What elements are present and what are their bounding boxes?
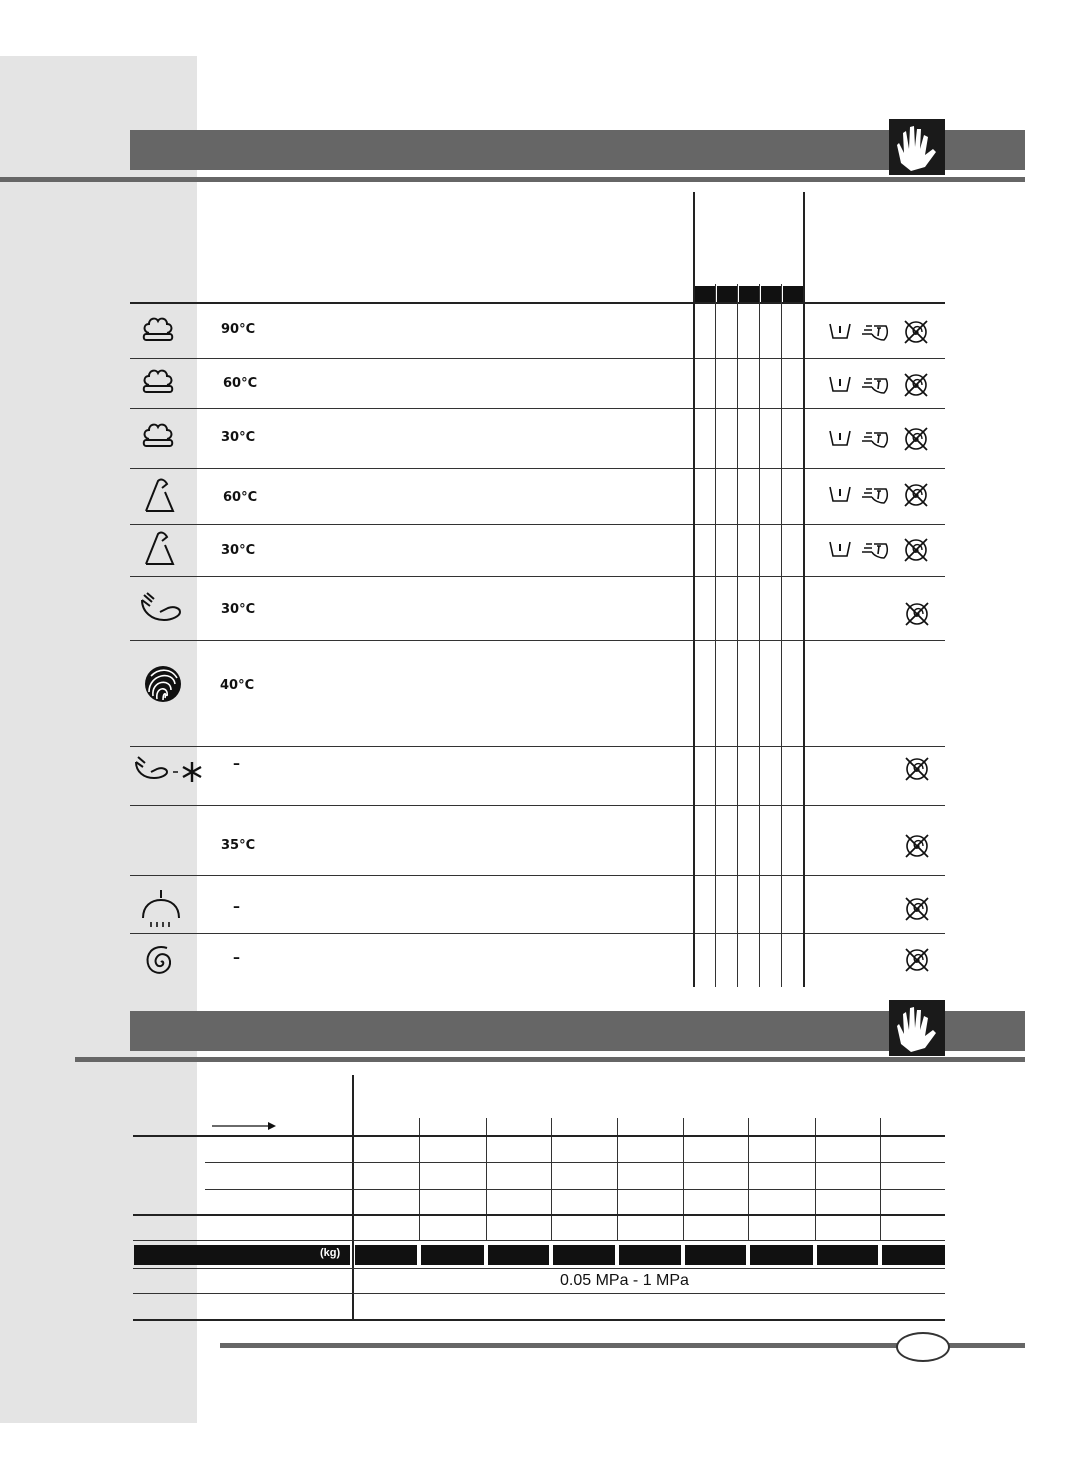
prewash-icon xyxy=(830,324,850,338)
option-icons-row xyxy=(826,481,936,511)
no-spin-icon xyxy=(905,539,927,561)
easy-iron-icon xyxy=(862,489,887,503)
capacity-cell xyxy=(817,1245,878,1265)
cotton-icon xyxy=(140,316,176,348)
option-icons-row xyxy=(826,318,936,348)
spec-row-rule xyxy=(133,1268,945,1269)
row-divider xyxy=(130,468,945,469)
column-divider xyxy=(781,284,782,987)
hand-icon xyxy=(889,1000,945,1056)
capacity-unit-label: (kg) xyxy=(320,1247,341,1259)
hand-icon xyxy=(889,119,945,175)
wool-icon xyxy=(143,664,183,704)
temperature-label: – xyxy=(233,899,240,915)
capacity-cell xyxy=(421,1245,484,1265)
prewash-icon xyxy=(830,542,850,556)
column-marker xyxy=(695,286,715,302)
temperature-label: – xyxy=(233,756,240,772)
spec-row-rule xyxy=(205,1189,945,1190)
no-spin-icon xyxy=(905,755,929,783)
no-spin-icon xyxy=(905,428,927,450)
temperature-label: 90°C xyxy=(221,322,256,337)
temperature-label: 35°C xyxy=(221,838,256,853)
row-divider xyxy=(130,875,945,876)
prewash-icon xyxy=(830,377,850,391)
spec-column-divider xyxy=(352,1075,354,1320)
section-header-rule xyxy=(0,177,1025,182)
prewash-icon xyxy=(830,487,850,501)
column-marker xyxy=(761,286,781,302)
row-divider xyxy=(130,576,945,577)
capacity-cell xyxy=(488,1245,549,1265)
spec-row-rule xyxy=(133,1240,945,1241)
hand-wash-cold-icon xyxy=(134,756,206,786)
easy-iron-icon xyxy=(862,544,887,558)
column-marker xyxy=(739,286,759,302)
easy-iron-icon xyxy=(862,433,887,447)
capacity-cell xyxy=(553,1245,615,1265)
option-icons-row xyxy=(826,425,936,455)
temperature-label: 30°C xyxy=(221,430,256,445)
cotton-icon xyxy=(140,422,176,454)
row-divider xyxy=(130,640,945,641)
section-header-rule xyxy=(75,1057,1025,1062)
arrow-right-icon xyxy=(212,1121,278,1131)
spec-row-rule xyxy=(133,1135,945,1137)
temperature-label: 30°C xyxy=(221,543,256,558)
synthetic-icon xyxy=(143,531,177,567)
cotton-icon xyxy=(140,368,176,400)
temperature-label: 30°C xyxy=(221,602,256,617)
option-icons-row xyxy=(826,536,936,566)
temperature-label: 60°C xyxy=(223,376,258,391)
spec-row-rule xyxy=(205,1162,945,1163)
no-spin-icon xyxy=(905,832,929,860)
column-marker xyxy=(717,286,737,302)
temperature-label: 40°C xyxy=(220,678,255,693)
prewash-icon xyxy=(830,431,850,445)
spec-row-rule xyxy=(133,1319,945,1321)
left-margin-panel xyxy=(0,56,197,1423)
row-divider xyxy=(130,524,945,525)
no-spin-icon xyxy=(905,374,927,396)
spin-icon xyxy=(141,942,181,982)
temperature-label: 60°C xyxy=(223,490,258,505)
table-header-rule xyxy=(130,302,945,304)
rinse-icon xyxy=(139,888,185,930)
row-divider xyxy=(130,933,945,934)
row-divider xyxy=(130,408,945,409)
column-divider xyxy=(759,284,760,987)
capacity-cell xyxy=(685,1245,746,1265)
column-divider xyxy=(737,284,738,987)
column-marker xyxy=(783,286,803,302)
spec-row-rule xyxy=(133,1293,945,1294)
column-divider xyxy=(715,284,716,987)
capacity-cell xyxy=(355,1245,417,1265)
capacity-cell xyxy=(882,1245,945,1265)
row-divider xyxy=(130,358,945,359)
no-spin-icon xyxy=(905,946,929,974)
synthetic-icon xyxy=(143,478,177,514)
water-pressure-value: 0.05 MPa - 1 MPa xyxy=(560,1272,689,1289)
row-divider xyxy=(130,746,945,747)
column-divider xyxy=(803,192,805,987)
spec-row-rule xyxy=(133,1214,945,1216)
page-number-badge xyxy=(896,1332,950,1362)
hand-wash-icon xyxy=(138,592,184,628)
easy-iron-icon xyxy=(862,379,887,393)
capacity-cell xyxy=(619,1245,681,1265)
row-divider xyxy=(130,805,945,806)
no-spin-icon xyxy=(905,600,929,628)
temperature-label: – xyxy=(233,950,240,966)
no-spin-icon xyxy=(905,484,927,506)
no-spin-icon xyxy=(905,321,927,343)
column-divider xyxy=(693,192,695,987)
easy-iron-icon xyxy=(862,326,887,340)
no-spin-icon xyxy=(905,895,929,923)
capacity-row-label-cell xyxy=(134,1245,350,1265)
option-icons-row xyxy=(826,371,936,401)
capacity-cell xyxy=(750,1245,813,1265)
